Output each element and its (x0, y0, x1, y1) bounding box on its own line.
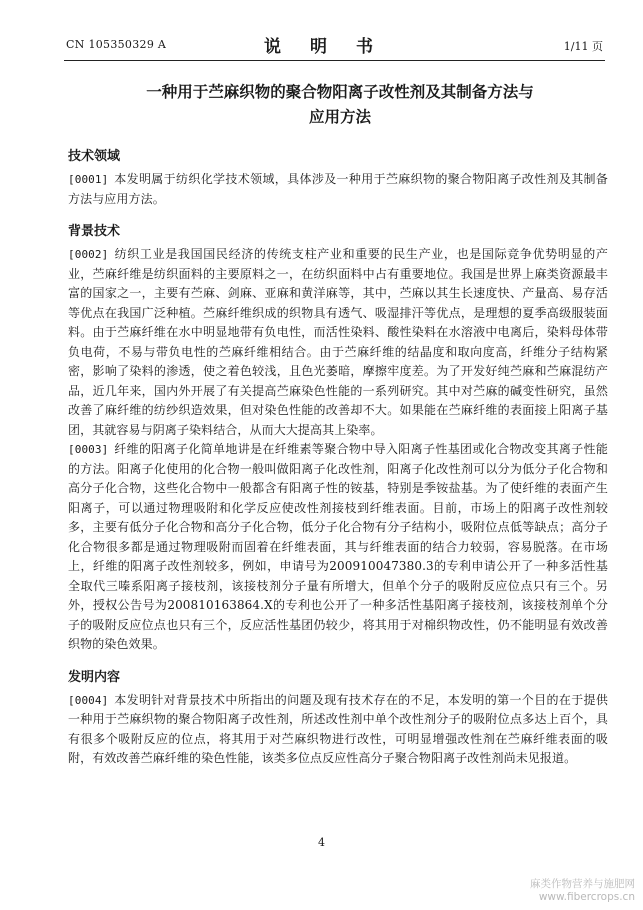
paragraph-0003 (68, 440, 608, 655)
paragraph-text: 纤维的阳离子化简单地讲是在纤维素等聚合物中导入阳离子性基团或化合物改变其离子性能的方法。阳离子化使用的化合物一般叫做阳离子化改性剂，阳离子化改性剂可以分为低分子化合物和高分子化合物，这些化合物中一般都含有阳离子性的铵基，特别是季铵盐基。为了使纤维的表面产生阳离子，可以通过物理吸附和化学反应使改性剂接枝到纤维表面。目前，市场上的阳离子改性剂较多，主要有低分子化合物和高分子化合物，低分子化合物有分子结构小，吸附位点低等缺点；高分子化合物很多都是通过物理吸附而固着在纤维表面，其与纤维表面的结合力较弱，容易脱落。在市场上，纤维的阳离子改性剂较多，例如，申请号为200910047380.3的专利申请公开了一种多活性基全取代三嗪系阳离子接枝剂，该接枝剂分子量有所增大，但单个分子的吸附反应位点只有三个。另外，授权公告号为200810163864.X的专利也公开了一种多活性基阳离子接枝剂，该接枝剂单个分子的吸附反应位点也只有三个，反应活性基团仍较少，将其用于对棉织物改性，仍不能明显有效改善织物的染色效果。 (68, 442, 608, 651)
patent-title (60, 80, 620, 130)
paragraph-number: [0003] (68, 443, 109, 456)
section-heading-background: 背景技术 (68, 224, 121, 239)
document-body (68, 148, 608, 769)
header-divider (64, 60, 605, 61)
paragraph-0002 (68, 245, 608, 440)
patent-title-line1: 一种用于苎麻织物的聚合物阳离子改性剂及其制备方法与 (146, 83, 534, 101)
paragraph-text: 纺织工业是我国国民经济的传统支柱产业和重要的民生产业，也是国际竞争优势明显的产业，苎麻纤维是纺织面料的主要原料之一，在纺织面料中占有重要地位。我国是世界上麻类资源最丰富的国家之一，主要有苎麻、剑麻、亚麻和黄洋麻等，其中，苎麻以其生长速度快、产量高、易存活等优点在我国广泛种植。苎麻纤维织成的织物具有透气、吸湿排汗等优点，是理想的夏季高级服装面料。由于苎麻纤维在水中明显地带有负电性，而活性染料、酸性染料在水溶液中电离后，染料母体带负电荷，不易与带负电性的苎麻纤维相结合。由于苎麻纤维的结晶度和取向度高，纤维分子结构紧密，影响了染料的渗透，使之着色较浅，且色光萎暗，摩擦牢度差。为了开发好纯苎麻和苎麻混纺产品，近几年来，国内外开展了有关提高苎麻染色性能的一系列研究。其中对苎麻的碱变性研究，虽然改善了麻纤维的纺纱织造效果，但对染色性能的改善却不大。如果能在苎麻纤维的表面接上阳离子基团，其就容易与阴离子染料结合，从而大大提高其上染率。 (68, 247, 608, 437)
paragraph-number: [0001] (68, 173, 109, 186)
paragraph-text: 本发明针对背景技术中所指出的问题及现有技术存在的不足，本发明的第一个目的在于提供一种用于苎麻织物的聚合物阳离子改性剂，所述改性剂中单个改性剂分子的吸附位点多达上百个，具有很多个吸附反应的位点，将其用于对苎麻织物进行改性，可明显增强改性剂在苎麻纤维表面的吸附，有效改善苎麻纤维的染色性能，该类多位点反应性高分子聚合物阳离子改性剂尚未见报道。 (68, 692, 608, 765)
paragraph-number: [0004] (68, 693, 109, 707)
section-heading-tech-field: 技术领域 (68, 149, 121, 164)
page-indicator: 1/11 页 (563, 40, 603, 53)
watermark-site-name: 麻类作物营养与施肥网 (530, 878, 635, 890)
watermark-url: www.fibercrops.cn (538, 891, 635, 903)
document-number: CN 105350329 A (66, 38, 167, 51)
paragraph-0004 (68, 691, 608, 769)
patent-title-line2: 应用方法 (308, 108, 371, 126)
document-type: 说 明 书 (264, 37, 379, 57)
paragraph-number: [0002] (68, 248, 109, 261)
paragraph-text: 本发明属于纺织化学技术领域，具体涉及一种用于苎麻织物的聚合物阳离子改性剂及其制备方法与应用方法。 (68, 172, 608, 206)
paragraph-0001 (68, 170, 608, 209)
section-heading-invention: 发明内容 (68, 669, 121, 685)
page-number: 4 (318, 836, 325, 849)
site-watermark (530, 878, 635, 904)
